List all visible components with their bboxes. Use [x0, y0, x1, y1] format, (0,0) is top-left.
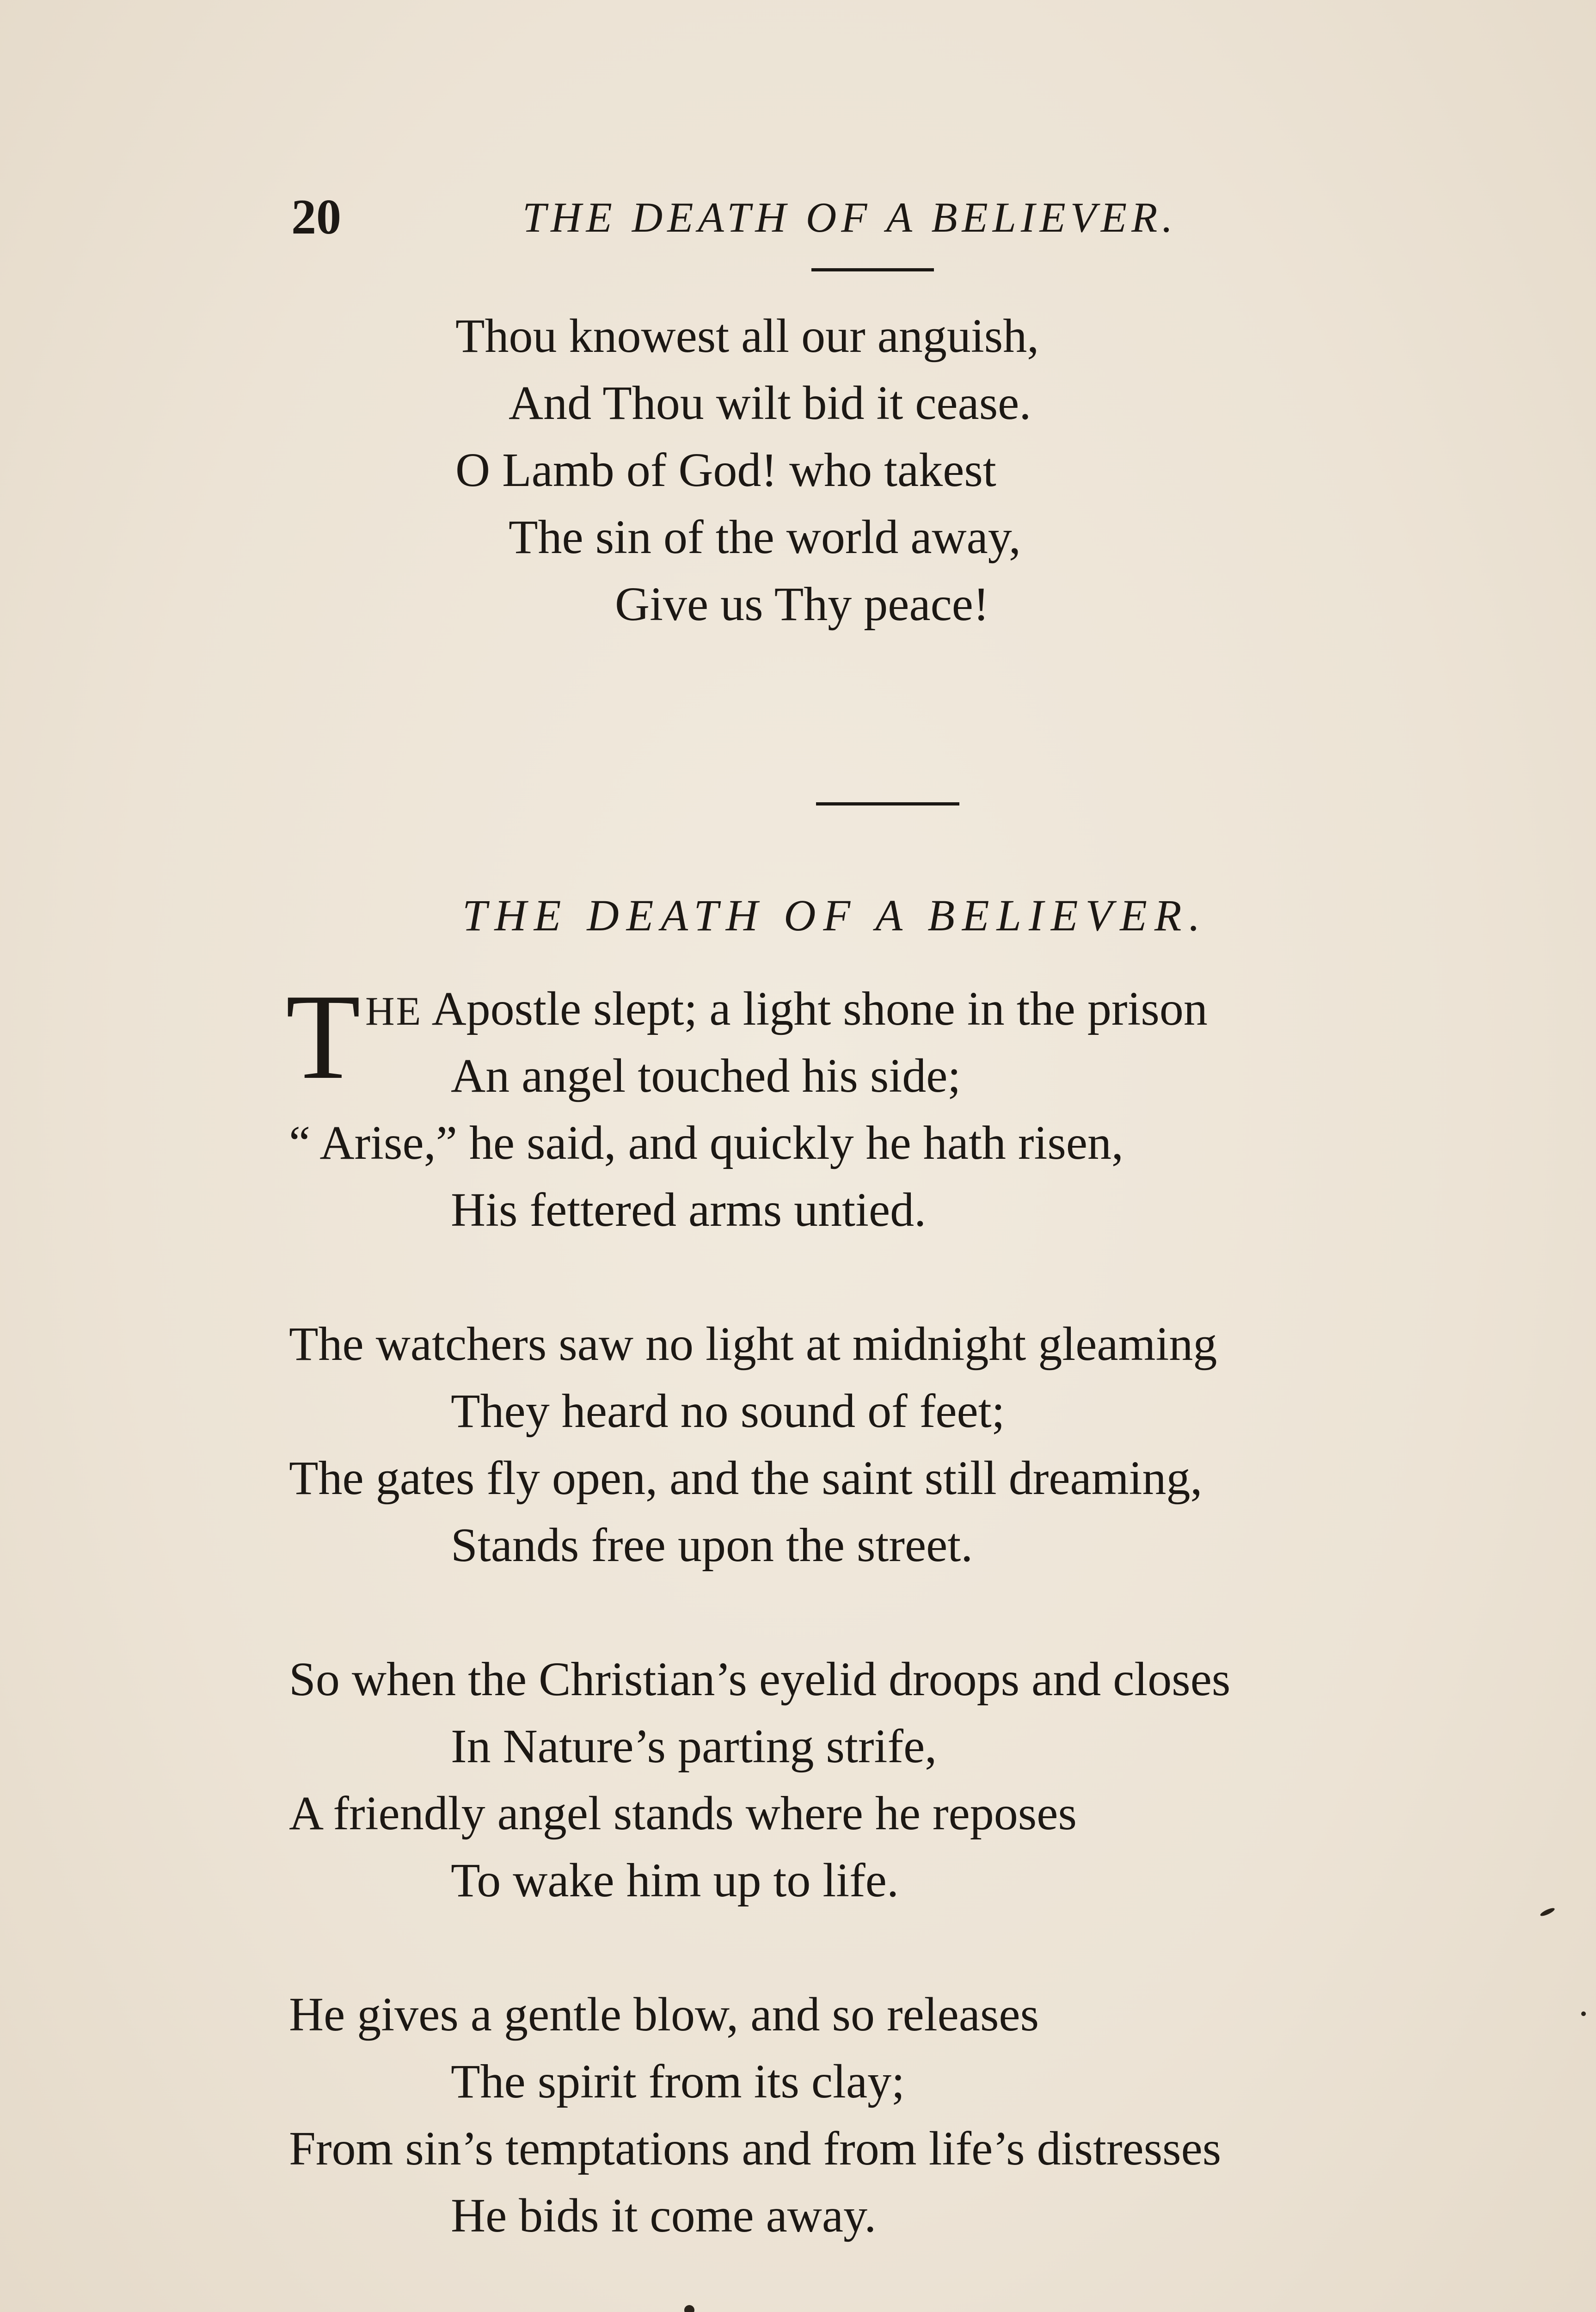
header-rule [811, 268, 934, 271]
stanza-1-line-2: An angel touched his side; [451, 1049, 961, 1102]
stanza-4-line-3: From sin’s temptations and from life’s distresses [289, 2122, 1222, 2175]
stanza-3-line-3: A friendly angel stands where he reposes [289, 1787, 1077, 1840]
hymn-line-5: Give us Thy peace! [615, 578, 989, 631]
stanza-2-line-1: The watchers saw no light at midnight gleaming [289, 1317, 1217, 1371]
ink-speck [1581, 2011, 1586, 2016]
stanza-2-line-4: Stands free upon the street. [451, 1519, 973, 1572]
hymn-line-2: And Thou wilt bid it cease. [509, 376, 1031, 430]
hymn-line-3: O Lamb of God! who takest [455, 443, 996, 497]
ink-speck [1539, 1906, 1555, 1917]
section-divider [816, 802, 959, 806]
stanza-1-line-4: His fettered arms untied. [451, 1183, 927, 1236]
stanza-1-line-3: “ Arise,” he said, and quickly he hath risen, [289, 1116, 1124, 1169]
stanza-3-line-1: So when the Christian’s eyelid droops and closes [289, 1653, 1231, 1706]
stanza-4-line-2: The spirit from its clay; [451, 2055, 905, 2108]
stanza-3-line-2: In Nature’s parting strife, [451, 1720, 937, 1773]
stanza-4-line-4: He bids it come away. [451, 2189, 877, 2242]
poem-title: THE DEATH OF A BELIEVER. [462, 891, 1208, 940]
stanza-2-line-3: The gates fly open, and the saint still dreaming, [289, 1451, 1203, 1505]
running-title: THE DEATH OF A BELIEVER. [522, 194, 1178, 241]
stanza-2-line-2: They heard no sound of feet; [451, 1384, 1005, 1438]
stanza-1-line-1 [365, 976, 1208, 1045]
stanza-1-line-1-text: Apostle slept; a light shone in the prison [422, 982, 1208, 1035]
running-head [291, 185, 1262, 250]
page-number: 20 [291, 190, 341, 245]
ink-speck [684, 2305, 694, 2312]
stanza-4-line-1: He gives a gentle blow, and so releases [289, 1988, 1039, 2041]
stanza-3-line-4: To wake him up to life. [451, 1854, 899, 1907]
hymn-line-4: The sin of the world away, [509, 510, 1021, 564]
hymn-line-1: Thou knowest all our anguish, [455, 309, 1039, 363]
drop-cap: T [286, 969, 361, 1105]
first-word-smallcaps: HE [365, 989, 423, 1034]
